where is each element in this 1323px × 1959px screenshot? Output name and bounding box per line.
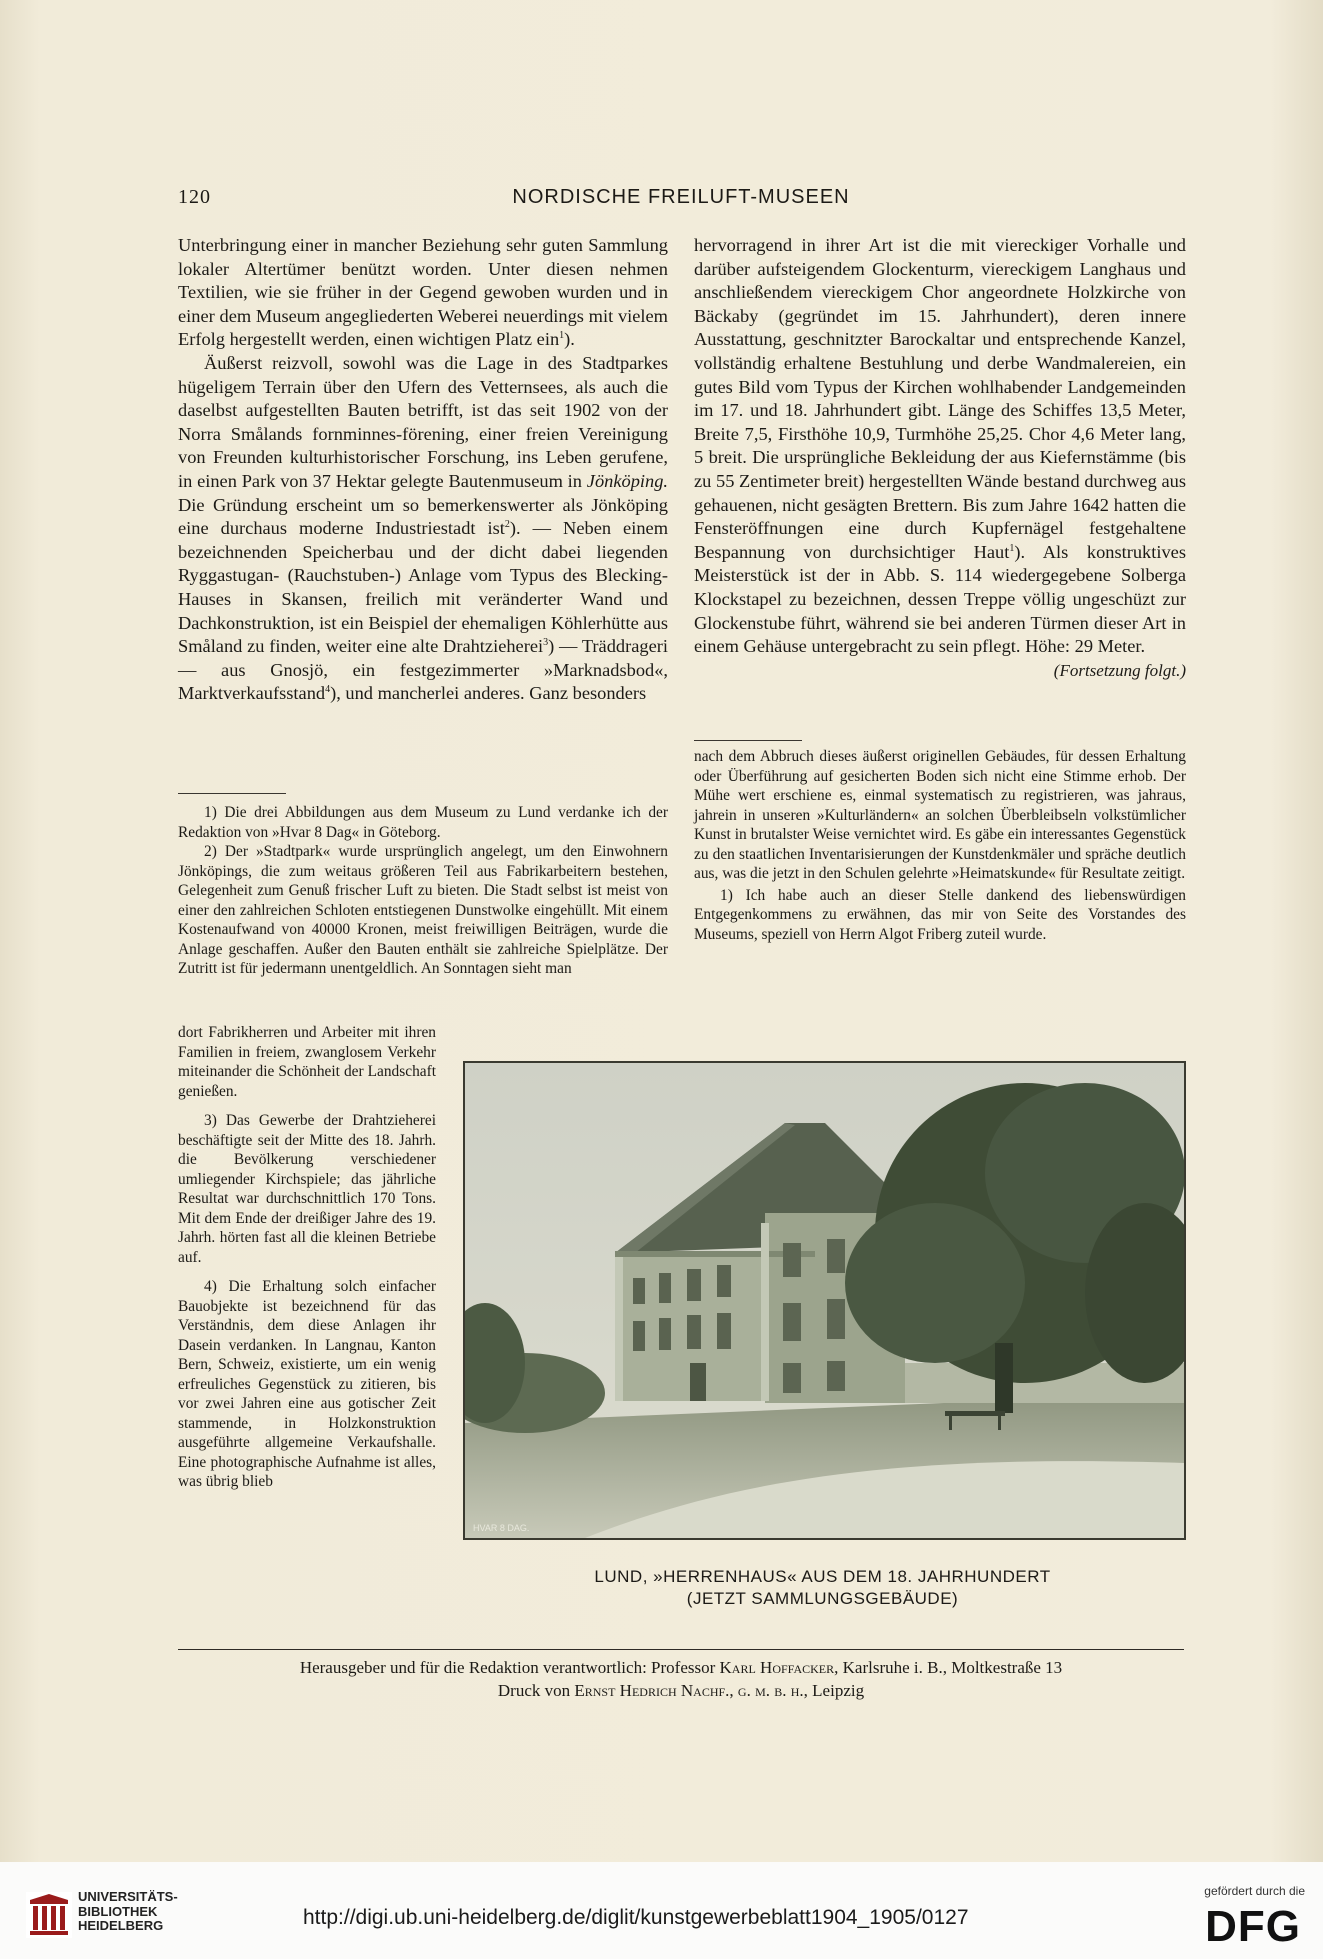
footnotes-narrow: [178, 1023, 436, 1492]
photo-credit: HVAR 8 DAG.: [473, 1523, 530, 1533]
running-title: NORDISCHE FREILUFT-MUSEEN: [512, 186, 850, 208]
right-column: [694, 234, 1186, 682]
left-column: [178, 234, 668, 706]
herrenhaus-photo-illustration: [465, 1063, 1184, 1538]
editor-name: Karl Hoffacker: [719, 1658, 835, 1677]
footnote-2-continued: dort Fabrikherren und Arbeiter mit ihren Familien in freiem, zwanglosem Verkehr miteinander die Schönheit der Landschaft genießen.: [178, 1024, 436, 1100]
printer-name: Ernst Hedrich Nachf., g. m. b. h.: [574, 1681, 804, 1700]
dfg-logo: DFG: [1205, 1902, 1301, 1951]
left-paragraph-1: Unterbringung einer in mancher Beziehung sehr guten Sammlung lokaler Altertümer benützt worden. Unter diesen nehmen Textilien, wie sie früher in der Gegend gewoben wurden und in einer dem Museum angegliederten Weberei neuerdings mit vielem Erfolg hergestellt werden, einen wichtigen Platz ein$^1$).: [178, 235, 668, 350]
imprint-line-1: Herausgeber und für die Redaktion verantwortlich: Professor Karl Hoffacker, Karlsruhe i. B., Moltkestraße 13: [299, 1658, 1063, 1677]
funding-label: gefördert durch die: [1204, 1884, 1305, 1898]
photo-caption: [463, 1566, 1182, 1610]
footnote-rule-right: [694, 740, 802, 741]
caption-line-1: LUND, »HERRENHAUS« AUS DEM 18. JAHRHUNDERT: [594, 1567, 1051, 1586]
left-paragraph-2: Äußerst reizvoll, sowohl was die Lage in des Stadtparkes hügeligem Terrain über den Ufern des Vetternsees, als auch die daselbst aufgestellten Bauten betrifft, ist das seit 1902 von der Norra Smålands fornminnes-förening, einer freien Vereinigung von Freunden kulturhistorischer Forschung, ins Leben gerufene, in einen Park von 37 Hektar gelegte Bautenmuseum in Jönköping. Die Gründung erscheint um so bemerkenswerter als Jönköping eine durchaus moderne Industriestadt ist$^2$). — Neben einem bezeichnenden Speicherbau und der dicht dabei liegenden Ryggastugan- (Rauchstuben-) Anlage vom Typus des Blecking-Hauses in Skansen, freilich mit veränderter Wand und Dachkonstruktion, ist ein Beispiel der ehemaligen Köhlerhütte aus Småland zu finden, weiter eine alte Drahtzieherei$^3$) — Träddrageri — aus Gnosjö, ein festgezimmerter »Marknadsbod«, Marktverkaufsstand$^4$), und mancherlei anderes. Ganz besonders: [178, 352, 668, 704]
footnote-3: 3) Das Gewerbe der Drahtzieherei beschäftigte seit der Mitte des 18. Jahrh. die Bevölkerung verschiedener umliegender Kirchspiele; das jährliche Resultat war durchschnittlich 170 Tons. Mit dem Ende der dreißiger Jahre des 19. Jahrh. hörten fast all die kleinen Betriebe auf.: [178, 1112, 436, 1266]
footnote-4-continued: nach dem Abbruch dieses äußerst originellen Gebäudes, für dessen Erhaltung oder Überführung auf gesicherten Boden sich nicht eine Stimme erhob. Der Mühe wert erschiene es, einmal systematisch zu registrieren, was jahraus, jahrein in unseren »Kulturländern« an solchen Überbleibseln volkstümlicher Kunst in brutalster Weise vernichtet wird. Es gäbe ein interessantes Gegenstück zu den staatlichen Inventarisierungen der Kunstdenkmäler und spräche deutlich aus, was die jetzt in den Schulen gelehrte »Heimatskunde« für Resultate zeitigt.: [694, 748, 1186, 882]
footnote-1: 1) Die drei Abbildungen aus dem Museum zu Lund verdanke ich der Redaktion von »Hvar 8 Dag« in Göteborg.: [178, 804, 668, 841]
caption-line-2: (JETZT SAMMLUNGSGEBÄUDE): [686, 1589, 959, 1608]
footnotes-right: [694, 747, 1186, 944]
footnote-2: 2) Der »Stadtpark« wurde ursprünglich angelegt, um den Einwohnern Jönköpings, die zum weitaus größeren Teil aus Fabrikarbeitern bestehen, Gelegenheit zum Genuß frischer Luft zu bieten. Die Stadt selbst ist meist von einer den zahlreichen Schloten entstiegenen Dunstwolke eingehüllt. Mit einem Kostenaufwand von 40000 Kronen, meist freiwilligen Beiträgen, wurde die Anlage geschaffen. Außer den Bauten enthält sie zahlreiche Spielplätze. Der Zutritt ist für jedermann unentgeldlich. An Sonntagen sieht man: [178, 843, 668, 977]
heidelberg-library-logo-icon: [26, 1892, 72, 1938]
page-header: [178, 186, 1184, 216]
imprint-rule: [178, 1649, 1184, 1650]
place-name-jonkoping: Jönköping.: [586, 470, 668, 491]
imprint-line-2: Druck von Ernst Hedrich Nachf., g. m. b. h., Leipzig: [497, 1681, 865, 1700]
imprint: [178, 1656, 1184, 1702]
continuation-note: (Fortsetzung folgt.): [1053, 660, 1186, 680]
permalink-url[interactable]: http://digi.ub.uni-heidelberg.de/diglit/kunstgewerbeblatt1904_1905/0127: [303, 1906, 969, 1929]
footnotes-left: [178, 803, 668, 979]
page-number: 120: [178, 186, 211, 208]
footnote-right-1: 1) Ich habe auch an dieser Stelle dankend des liebenswürdigen Entgegenkommens zu erwähnen, das mir von Seite des Vorstandes des Museums, speziell von Herrn Algot Friberg zuteil wurde.: [694, 886, 1186, 943]
right-paragraph-1: hervorragend in ihrer Art ist die mit viereckiger Vorhalle und darüber aufsteigendem Glockenturm, viereckigem Langhaus und anschließendem viereckigem Chor angeordnete Holzkirche von Bäckaby (gegründet im 15. Jahrhundert), deren innere Ausstattung, geschnitzter Barockaltar und entsprechende Kanzel, vollständig erhaltene Bestuhlung und derbe Wandmalereien, ein gutes Bild vom Typus der Kirchen wohlhabender Landgemeinden im 17. und 18. Jahrhundert gibt. Länge des Schiffes 13,5 Meter, Breite 7,5, Firsthöhe 10,9, Turmhöhe 25,25. Chor 4,6 Meter lang, 5 breit. Die ursprüngliche Bekleidung der aus Kiefernstämme (bis zu 55 Zentimeter breit) hergestellten Wände bestand durchweg aus gehauenen, nicht gesägten Brettern. Bis zum Jahre 1642 hatten die Fensteröffnungen eine durch Kupfernägel festgehaltene Bespannung von durchsichtiger Haut$^1$). Als konstruktives Meisterstück ist der in Abb. S. 114 wiedergegebene Solberga Klockstapel zu bezeichnen, dessen Treppe völlig ungeschüzt zur Glockenstube führt, während sie bei anderen Türmen dieser Art in einem Gehäuse untergebracht zu sein pflegt. Höhe: 29 Meter. (Fortsetzung folgt.): [694, 234, 1186, 659]
photo-herrenhaus-lund: [463, 1061, 1186, 1540]
footnote-rule-left: [178, 793, 286, 794]
footnote-4: 4) Die Erhaltung solch einfacher Bauobjekte ist bezeichnend für das Verständnis, dem diese Anlagen ihr Dasein verdanken. In Langnau, Kanton Bern, Schweiz, existierte, um ein wenig erfreuliches Gegenstück zu zitieren, bis vor zwei Jahren eine aus gotischer Zeit stammende, in Holzkonstruktion ausgeführte allgemeine Verkaufshalle. Eine photographische Aufnahme ist alles, was übrig blieb: [178, 1278, 436, 1490]
digitization-footer: [0, 1862, 1323, 1959]
library-name: UNIVERSITÄTS- BIBLIOTHEK HEIDELBERG: [78, 1889, 178, 1933]
